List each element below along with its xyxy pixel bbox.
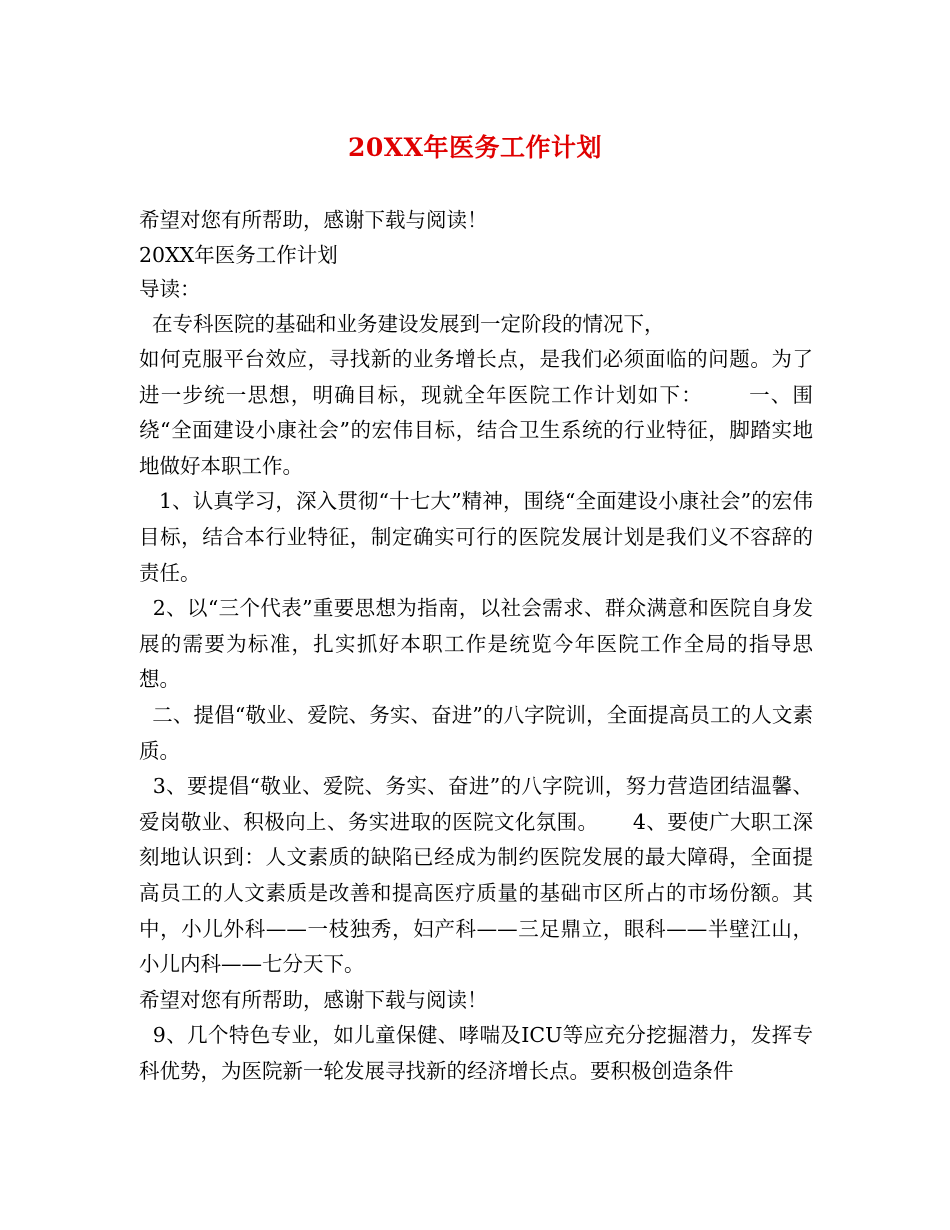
paragraph: 9、几个特色专业，如儿童保健、哮喘及ICU等应充分挖掘潜力，发挥专科优势，为医院新一轮发展寻找新的经济增长点。要积极创造条件: [139, 1023, 813, 1083]
paragraph: 二、提倡“敬业、爱院、务实、奋进”的八字院训，全面提高员工的人文素质。: [139, 703, 813, 763]
subtitle-line: 20XX年医务工作计划: [139, 242, 338, 267]
document-body: [139, 203, 813, 1090]
paragraph: 2、以“三个代表”重要思想为指南，以社会需求、群众满意和医院自身发展的需要为标准，扎实抓好本职工作是统览今年医院工作全局的指导思想。: [139, 596, 813, 692]
greeting-line-repeat: 希望对您有所帮助，感谢下载与阅读！: [139, 987, 488, 1012]
paragraph: 3、要提倡“敬业、爱院、务实、奋进”的八字院训，努力营造团结温馨、爱岗敬业、积极向上、务实进取的医院文化氛围。 4、要使广大职工深刻地认识到：人文素质的缺陷已经成为制约医院发展的最大障碍，全面提高员工的人文素质是改善和提高医疗质量的基础市区所占的市场份额。其中，小儿外科——一枝独秀，妇产科——三足鼎立，眼科——半壁江山，小儿内科——七分天下。: [139, 774, 813, 977]
paragraph: 1、认真学习，深入贯彻“十七大”精神，围绕“全面建设小康社会”的宏伟目标，结合本行业特征，制定确实可行的医院发展计划是我们义不容辞的责任。: [139, 489, 813, 585]
paragraph: 如何克服平台效应，寻找新的业务增长点，是我们必须面临的问题。为了进一步统一思想，明确目标，现就全年医院工作计划如下： 一、围绕“全面建设小康社会”的宏伟目标，结合卫生系统的行业特征，脚踏实地地做好本职工作。: [139, 347, 813, 478]
greeting-line: 希望对您有所帮助，感谢下载与阅读！: [139, 208, 488, 232]
intro-label: 导读：: [139, 277, 201, 301]
document-title: 20XX年医务工作计划: [347, 133, 603, 162]
paragraph: 在专科医院的基础和业务建设发展到一定阶段的情况下，: [139, 311, 665, 336]
